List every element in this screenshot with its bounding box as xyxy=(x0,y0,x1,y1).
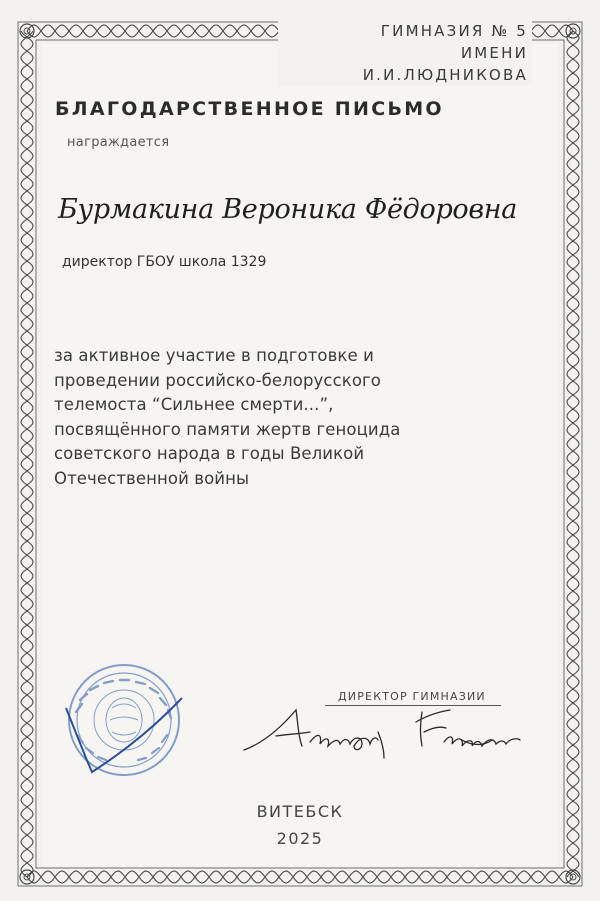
recipient-name: Бурмакина Вероника Фёдоровна xyxy=(58,194,518,225)
awarded-label: награждается xyxy=(67,135,170,150)
document-title: БЛАГОДАРСТВЕННОЕ ПИСЬМО xyxy=(55,98,444,120)
issuer-block xyxy=(278,20,532,86)
reason-line: за активное участие в подготовке и xyxy=(54,346,374,365)
issuer-line-2: ИМЕНИ xyxy=(460,44,528,62)
official-stamp xyxy=(52,660,202,780)
reason-line: проведении российско-белорусского xyxy=(54,370,381,390)
reason-line: телемоста “Сильнее смерти...”, xyxy=(54,395,334,414)
award-reason xyxy=(54,344,484,491)
year: 2025 xyxy=(276,829,324,848)
reason-line: советского народа в годы Великой xyxy=(54,444,365,463)
issuer-line-3: И.И.ЛЮДНИКОВА xyxy=(362,66,528,84)
issuer-line-1: ГИМНАЗИЯ № 5 xyxy=(380,22,528,40)
recipient-position: директор ГБОУ школа 1329 xyxy=(62,254,267,270)
reason-line: посвящённого памяти жертв геноцида xyxy=(54,419,401,439)
signatory-title: ДИРЕКТОР ГИМНАЗИИ xyxy=(338,690,486,703)
director-signature xyxy=(236,702,536,762)
city: ВИТЕБСК xyxy=(256,802,344,821)
reason-line: Отечественной войны xyxy=(54,468,250,488)
